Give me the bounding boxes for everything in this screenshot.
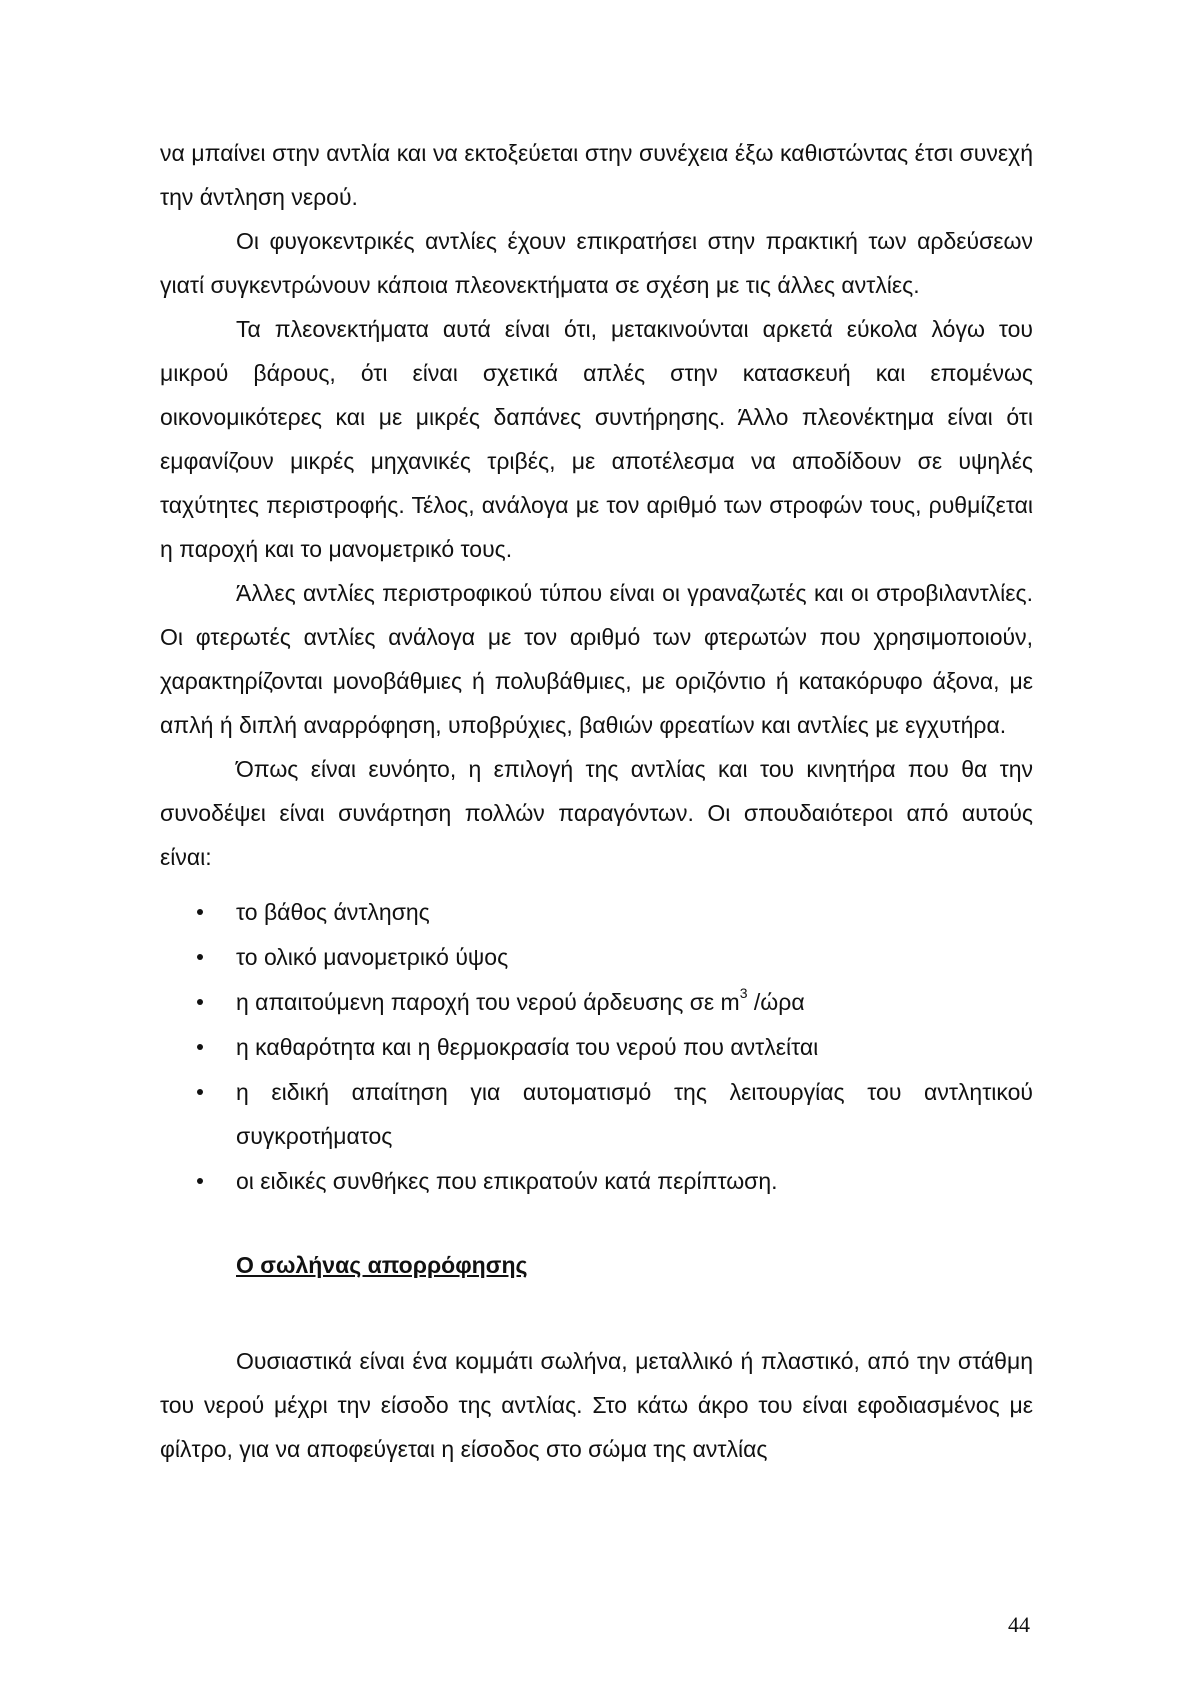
list-item — [160, 1070, 1033, 1158]
flow-unit — [720, 985, 805, 1015]
list-item — [160, 980, 1033, 1024]
list-item-text: η απαιτούμενη παροχή του νερού άρδευσης σε — [236, 989, 715, 1015]
list-item — [160, 935, 1033, 979]
section-body: Ουσιαστικά είναι ένα κομμάτι σωλήνα, μεταλλικό ή πλαστικό, από την στάθμη του νερού μέχρι την είσοδο της αντλίας. Στο κάτω άκρο του είναι εφοδιασμένος με φίλτρο, για να αποφεύγεται η είσοδος στο σώμα της αντλίας — [160, 1348, 1033, 1462]
unit-exponent: 3 — [739, 985, 748, 1002]
section-heading: Ο σωλήνας απορρόφησης — [236, 1252, 528, 1278]
page-number: 44 — [1008, 1612, 1030, 1637]
list-item-text: οι ειδικές συνθήκες που επικρατούν κατά περίπτωση. — [236, 1168, 778, 1194]
paragraph-advantages: Τα πλεονεκτήματα αυτά είναι ότι, μετακινούνται αρκετά εύκολα λόγω του μικρού βάρους, ότι είναι σχετικά απλές στην κατασκευή και επομένως οικονομικότερες και με μικρές δαπάνες συντήρησης. Άλλο πλεονέκτημα είναι ότι εμφανίζουν μικρές μηχανικές τριβές, με αποτέλεσμα να αποδίδουν σε υψηλές ταχύτητες περιστροφής. Τέλος, ανάλογα με τον αριθμό των στροφών τους, ρυθμίζεται η παροχή και το μανομετρικό τους. — [160, 316, 1033, 562]
list-item-text: η καθαρότητα και η θερμοκρασία του νερού που αντλείται — [236, 1034, 819, 1060]
unit-base: m — [720, 989, 740, 1015]
list-item — [160, 1159, 1033, 1203]
paragraph-other-pumps: Άλλες αντλίες περιστροφικού τύπου είναι οι γραναζωτές και οι στροβιλαντλίες. Οι φτερωτές αντλίες ανάλογα με τον αριθμό των φτερωτών που χρησιμοποιούν, χαρακτηρίζονται μονοβάθμιες ή πολυβάθμιες, με οριζόντιο ή κατακόρυφο άξονα, με απλή ή διπλή αναρρόφηση, υποβρύχιες, βαθιών φρεατίων και αντλίες με εγχυτήρα. — [160, 580, 1033, 738]
list-item — [160, 890, 1033, 934]
paragraph-selection-factors: Όπως είναι ευνόητο, η επιλογή της αντλίας και του κινητήρα που θα την συνοδέψει είναι συνάρτηση πολλών παραγόντων. Οι σπουδαιότεροι από αυτούς είναι: — [160, 756, 1033, 870]
unit-suffix: /ώρα — [753, 989, 805, 1015]
list-item-text: το ολικό μανομετρικό ύψος — [236, 944, 509, 970]
list-item-text: το βάθος άντλησης — [236, 899, 430, 925]
paragraph-continuation: να μπαίνει στην αντλία και να εκτοξεύεται στην συνέχεια έξω καθιστώντας έτσι συνεχή την άντληση νερού. — [160, 140, 1033, 210]
list-item — [160, 1025, 1033, 1069]
list-item-text: η ειδική απαίτηση για αυτοματισμό της λειτουργίας του αντλητικού συγκροτήματος — [236, 1079, 1033, 1149]
page-content — [160, 131, 1033, 1471]
paragraph-centrifugal-pumps: Οι φυγοκεντρικές αντλίες έχουν επικρατήσει στην πρακτική των αρδεύσεων γιατί συγκεντρώνουν κάποια πλεονεκτήματα σε σχέση με τις άλλες αντλίες. — [160, 228, 1033, 298]
selection-factors-list — [160, 890, 1033, 1203]
